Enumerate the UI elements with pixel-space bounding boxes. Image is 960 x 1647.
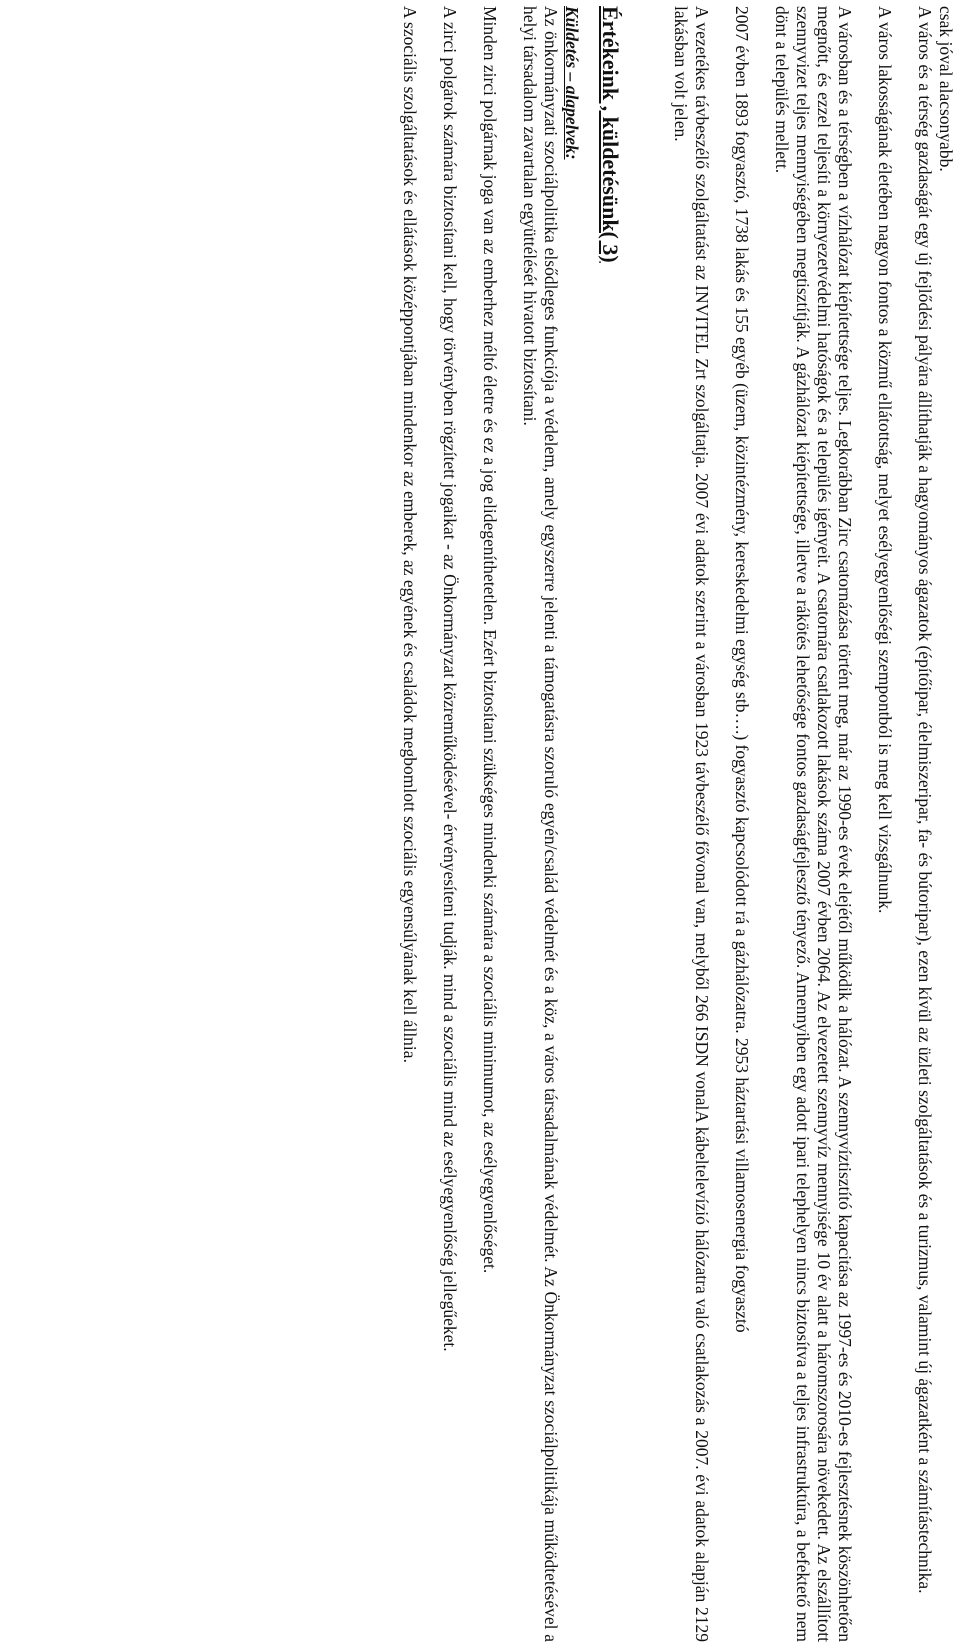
values-paragraph-3: A zirci polgárok számára biztosítani kell, hogy törvényben rögzített jogaikat - az Önkormányzat közreműködésével- érvényesíteni tudják. mind a szociális mind az esélyegyenlőség jellegűeket. bbox=[440, 6, 460, 1352]
section-heading: Értékeink , küldetésünk( 3) bbox=[598, 6, 623, 263]
values-paragraph-2: Minden zirci polgárnak joga van az emberhez méltó életre és ez a jog elidegeníthetetlen. Ezért biztosítani szükséges mindenki számára a szociális minimumot, az esélyegyenlőséget. bbox=[480, 6, 500, 1274]
intro-paragraph-2: A város és a térség gazdaságát egy új fejlődési pályára állíthatják a hagyományos ágazatok (építőipar, élelmiszeripar, fa- és bútoripar), ezen kívül az üzleti szolgáltatások és a turizmus, valamint új ágazatként a számítástechnika. bbox=[915, 6, 935, 1594]
section-subheading: Küldetés – alapelvek: bbox=[562, 6, 582, 160]
intro-paragraph-6: A vezetékes távbeszélő szolgáltatást az INVITEL Zrt szolgáltatja. 2007 évi adatok szerint a városban 1923 távbeszélő fővonal van, melyből 266 ISDN vonalA kábeltelevízió hálózatra való csatlakozás a 2007. évi adatok alapján 2129 lakásban volt jelen. bbox=[671, 6, 712, 1642]
intro-paragraph-1: csak jóval alacsonyabb. bbox=[936, 6, 956, 172]
values-paragraph-4: A szociális szolgáltatások és ellátások középpontjában mindenkor az emberek, az egyének és családok megbomlott szociális egyensúlyának kell állnia. bbox=[400, 6, 420, 1063]
values-paragraph-1: Az önkormányzati szociálpolitika elsődleges funkciója a védelem, amely egyszerre jelenti a támogatásra szoruló egyén/család védelmét és a köz, a város társadalmának védelmét. Az Önkormányzat szociálpolitikája működtetésével a helyi társadalom zavartalan együttélését hivatott biztosítani. bbox=[520, 6, 561, 1642]
intro-paragraph-3: A város lakosságának életében nagyon fontos a közmű ellátottság, melyet esélyegyenlőségi szempontból is meg kell vizsgálnunk. bbox=[875, 6, 895, 914]
document-body bbox=[399, 6, 956, 1642]
intro-paragraph-4: A városban és a térségben a vízhálózat kiépítettsége teljes. Legkorábban Zirc csatornázása történt meg, már az 1990-es évek elejétől működik a hálózat. A szennyvíztisztító kapacitása az 1997-es és 2010-es fejlesztésnek köszönhetően megnőtt, és ezzel teljesíti a környezetvédelmi hatóságok és a település igényeit. A csatornára csatlakozott lakások száma 2007 évben 2064. Az elvezetett szennyvíz mennyisége 10 év alatt a háromszorosára növekedett. Az elszállított szennyvizet teljes mennyiségében megtisztítják. A gázhálózat kiépítettsége, illetve a rákötés lehetősége fontos gazdaságfejlesztő tényező. Amennyiben egy adott ipari telephelyen nincs biztosítva a teljes infrastruktúra, a befektető nem dönt a település mellett. bbox=[772, 6, 855, 1642]
intro-paragraph-5: 2007 évben 1893 fogyasztó, 1738 lakás és 155 egyéb (üzem, közintézmény, kereskedelmi egység stb….) fogyasztó kapcsolódott rá a gázhálózatra. 2953 háztartási villamosenergia fogyasztó bbox=[732, 6, 752, 1333]
